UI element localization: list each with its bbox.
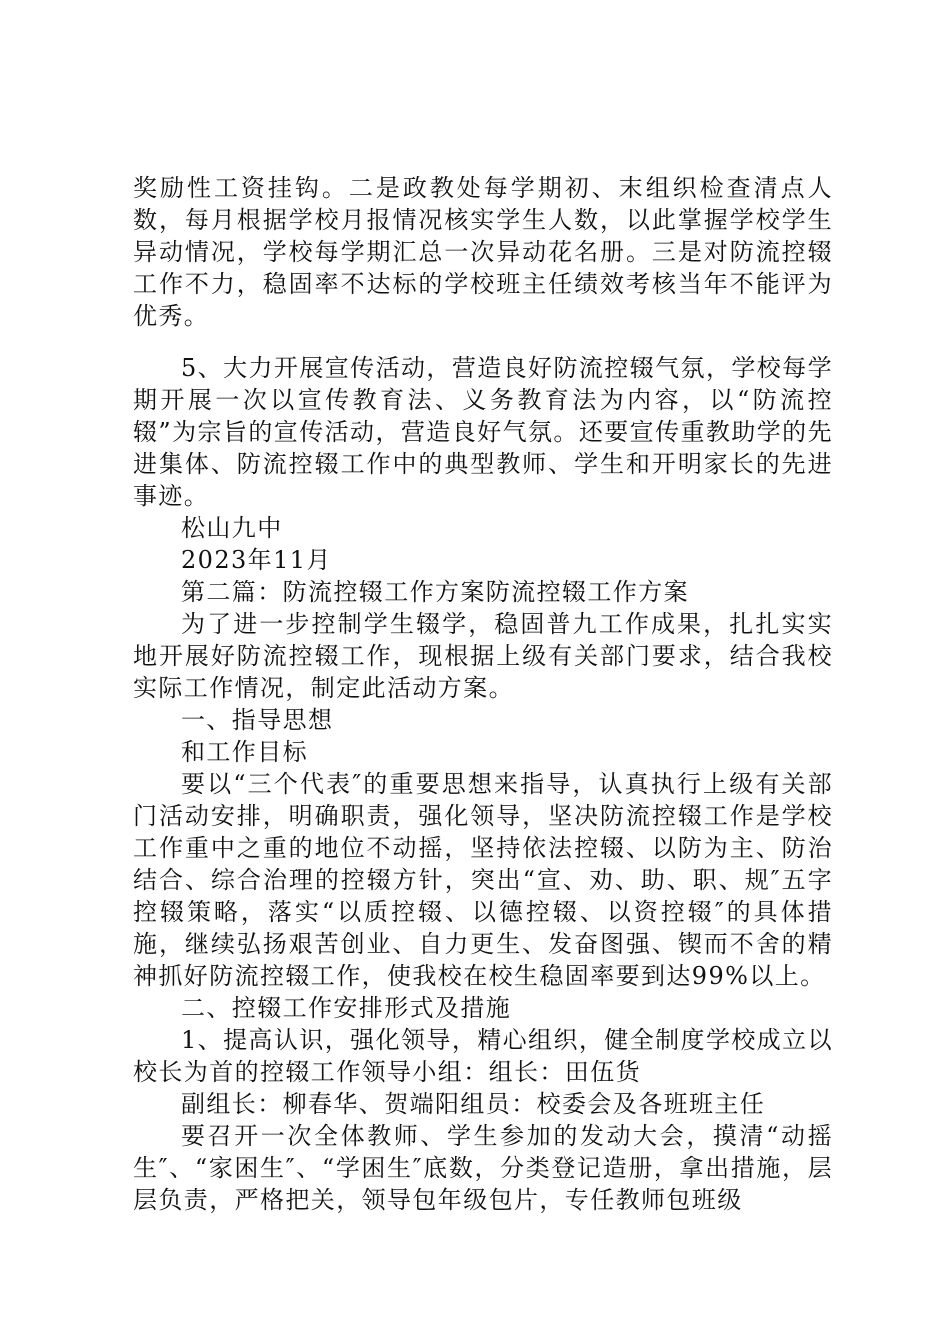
paragraph-continuation: 奖励性工资挂钩。二是政教处每学期初、末组织检查清点人数，每月根据学校月报情况核实学生人数，以此掌握学校学生异动情况，学校每学期汇总一次异动花名册。三是对防流控辍工作不力，稳固率不达标的学校班主任绩效考核当年不能评为优秀。 (133, 174, 833, 330)
school-name: 松山九中 (181, 514, 283, 542)
paragraph-meeting: 要召开一次全体教师、学生参加的发动大会，摸清“动摇生″、“家困生″、“学困生″底数，分类登记造册，拿出措施，层层负责，严格把关，领导包年级包片，专任教师包班级 (133, 1122, 833, 1214)
date-line: 2023年11月 (181, 546, 332, 574)
paragraph-members: 副组长：柳春华、贺端阳组员：校委会及各班班主任 (181, 1090, 766, 1118)
paragraph-guidance: 要以“三个代表″的重要思想来指导，认真执行上级有关部门活动安排，明确职责，强化领导，坚决防流控辍工作是学校工作重中之重的地位不动摇，坚持依法控辍、以防为主、防治结合、综合治理的控辍方针，突出“宣、劝、助、职、规″五字控辍策略，落实“以质控辍、以德控辍、以资控辍″的具体措施，继续弘扬艰苦创业、自力更生、发奋图强、锲而不舍的精神抓好防流控辍工作，使我校在校生稳固率要到达99%以上。 (133, 770, 833, 990)
paragraph-leadership: 1、提高认识，强化领导，精心组织，健全制度学校成立以校长为首的控辍工作领导小组：组长：田伍货 (133, 1026, 833, 1086)
paragraph-item-5: 5、大力开展宣传活动，营造良好防流控辍气氛，学校每学期开展一次以宣传教育法、义务教育法为内容，以“防流控辍”为宗旨的宣传活动，营造良好气氛。还要宣传重教助学的先进集体、防流控辍工作中的典型教师、学生和开明家长的先进事迹。 (133, 354, 833, 510)
heading-arrangement: 二、控辍工作安排形式及措施 (181, 994, 512, 1022)
document-body (133, 172, 833, 1216)
paragraph-intro: 为了进一步控制学生辍学，稳固普九工作成果，扎扎实实地开展好防流控辍工作，现根据上级有关部门要求，结合我校实际工作情况，制定此活动方案。 (133, 610, 833, 702)
heading-work-goal: 和工作目标 (181, 738, 308, 766)
section-title: 第二篇：防流控辍工作方案防流控辍工作方案 (181, 578, 689, 606)
heading-guiding-thought: 一、指导思想 (181, 706, 334, 734)
